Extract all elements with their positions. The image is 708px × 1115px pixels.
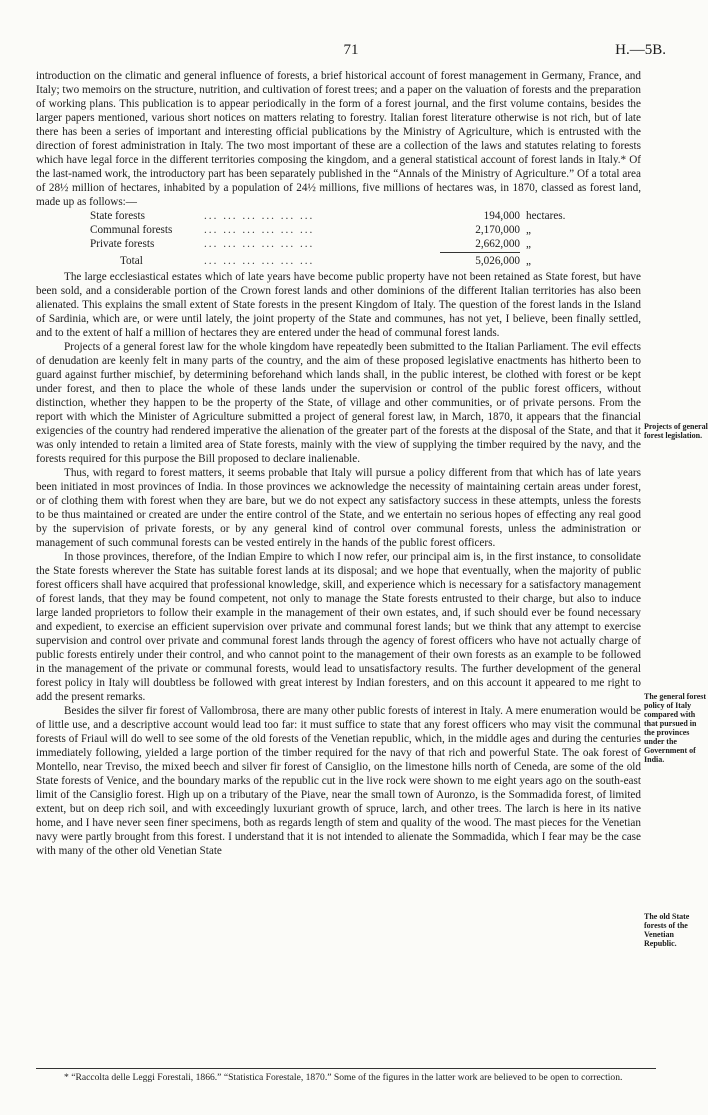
row-value: 2,170,000: [475, 224, 520, 236]
table-row: [90, 237, 610, 251]
row-unit: hectares.: [526, 210, 566, 222]
row-unit: „: [526, 224, 531, 236]
total-value: 5,026,000: [475, 255, 520, 267]
paragraph-intro: introduction on the climatic and general influence of forests, a brief historical account of forest management in Germany, France, and Italy; two memoirs on the structure, nutrition, and cultivation of forest trees; and a paper on the valuation of forests and the preparation of working plans. This publication is to appear periodically in the form of a forest journal, and the first volume contains, besides the larger papers mentioned, various short notices on matters relating to forestry. Italian forest literature otherwise is not rich, but of late there has been a series of important and interesting official publications by the Ministry of Agriculture, which is entrusted with the direction of forest administration in Italy. The two most important of these are a collection of the laws and statutes relating to forests which have legal force in the different territories composing the kingdom, and a general statistical account of forest lands in Italy.* Of the last-named work, the introductory part has been separately published in the “Annals of the Ministry of Agriculture.” Of a total area of 28½ million of hectares, inhabited by a population of 24½ millions, five millions of hectares was, in 1870, classed as forest land, made up as follows:—: [36, 70, 641, 208]
row-leader: ... ... ... ... ... ...: [204, 210, 315, 222]
footnote-rule: [36, 1068, 656, 1069]
page-body: [36, 69, 641, 858]
page-number: 71: [343, 42, 359, 58]
row-leader: ... ... ... ... ... ...: [204, 224, 315, 236]
table-row: [90, 209, 610, 223]
table-total-row: [90, 254, 610, 268]
row-label: Communal forests: [90, 224, 173, 236]
total-label: Total: [120, 255, 143, 267]
paragraph-policy: Thus, with regard to forest matters, it seems probable that Italy will pursue a policy different from that which has of late years been initiated in most provinces of India. In those provinces we acknowledge the necessity of maintaining certain areas under forest, or of clothing them with forest when they are bare, but we do not expect any satisfactory success in these attempts, unless the forests to be thus maintained or created are under the entire control of the State, and we entertain no serious hopes of effecting any real good by the supervision of private forests, or by any general kind of control over communal forests, unless the administration or management of such communal forests can be vested entirely in the hands of the public forest officers.: [36, 467, 641, 549]
row-unit: „: [526, 255, 531, 267]
table-row: [90, 223, 610, 237]
row-label: State forests: [90, 210, 145, 222]
row-leader: ... ... ... ... ... ...: [204, 238, 315, 250]
row-leader: ... ... ... ... ... ...: [204, 255, 315, 267]
paragraph-venetian: Besides the silver fir forest of Vallombrosa, there are many other public forests of interest in Italy. A mere enumeration would be of little use, and a descriptive account would lead too far: it must suffice to state that any forest officers who may visit the communal forests of Friaul will do well to see some of the old forests of the Venetian republic, which, in the middle ages and during the centuries immediately following, yielded a large portion of the timber required for the navy of that rich and powerful State. The oak forest of Montello, near Treviso, the mixed beech and silver fir forest of Cansiglio, on the limestone hills north of Ceneda, are some of the old State forests of Venice, and the boundary marks of the republic cut in the live rock were shown to me eight years ago on the south-east limit of the Cansiglio forest. High up on a tributary of the Piave, near the small town of Auronzo, is the Sommadida forest, of limited extent, but on deep rich soil, and with exceedingly luxuriant growth of spruce, larch, and other trees. The larch is here in its native home, and I have never seen finer specimens, both as regards length of stem and quality of the wood. The mast pieces for the Venetian navy were partly brought from this forest. I understand that it is not intended to alienate the Sommadida, which I fear may be the case with many of the other old Venetian State: [36, 705, 641, 857]
total-rule: [440, 252, 520, 253]
page-header: [36, 42, 666, 68]
row-unit: „: [526, 238, 531, 250]
forest-area-table: [90, 209, 610, 268]
side-note-policy: The general forest policy of Italy compared with that pursued in the provinces under the Government of India.: [644, 692, 707, 764]
footnote: [36, 1072, 656, 1084]
side-note-projects: Projects of general forest legislation.: [644, 422, 708, 440]
paragraph-india: In those provinces, therefore, of the Indian Empire to which I now refer, our principal aim is, in the first instance, to consolidate the State forests wherever the State has suitable forest lands at its disposal; and we hope that eventually, when the majority of public forest officers shall have acquired that professional knowledge, skill, and experience which is necessary for a satisfactory management of forest lands, that they may be found competent, not only to manage the State forests entrusted to their charge, but also to induce large landed proprietors to follow their example in the management of their own estates, and, if such should ever be found necessary and expedient, to exercise an efficient supervision over private and communal forest lands; but we think that any attempt to exercise supervision and control over private and communal forest lands through the agency of forest officers who have not actually charge of public forests entirely under their control, and who cannot point to the management of their own forests as an example to be followed in the management of the private or communal forests, would lead to unsatisfactory results. The further development of the general forest policy in Italy will doubtless be followed with great interest by Indian foresters, and on this account it appeared to me right to add the present remarks.: [36, 551, 641, 703]
row-value: 194,000: [483, 210, 520, 222]
row-label: Private forests: [90, 238, 155, 250]
row-value: 2,662,000: [475, 238, 520, 250]
paragraph-projects: Projects of a general forest law for the whole kingdom have repeatedly been submitted to the Italian Parliament. The evil effects of denudation are keenly felt in many parts of the country, and the aim of these proposed legislative enactments has hitherto been to guard against further mischief, by determining beforehand which lands shall, in the public interest, be clothed with forest or be kept under forest, and then to place the whole of these lands under the supervision or control of the public forest officers, without distinction, whether they happen to be the property of the State, of village and other communities, or of private persons. From the report with which the Minister of Agriculture submitted a project of general forest law, in March, 1870, it appears that the financial exigencies of the country had rendered imperative the alienation of the greater part of the forests at the disposal of the State, and that it was only intended to retain a limited area of State forests, mainly with the view of supplying the timber required by the navy, and the forests required for this purpose the Bill proposed to declare inalienable.: [36, 341, 641, 465]
side-note-venetian: The old State forests of the Venetian Republic.: [644, 912, 690, 948]
paragraph-ecclesiastical: The large ecclesiastical estates which of late years have become public property have not been retained as State forest, but have been sold, and a considerable portion of the Crown forest lands and other dominions of the different Italian territories has also been alienated. This explains the small extent of State forests in the present Kingdom of Italy. The question of the forest lands in the Island of Sardinia, which are, or were until lately, the joint property of the State and communes, has not yet, I believe, been finally settled, and to the extent of half a million of hectares they are entered under the head of communal forest lands.: [36, 271, 641, 339]
page-code: H.—5B.: [615, 42, 666, 58]
footnote-text: * “Raccolta delle Leggi Forestali, 1866.” “Statistica Forestale, 1870.” Some of the figures in the latter work are believed to be open to correction.: [64, 1072, 623, 1083]
